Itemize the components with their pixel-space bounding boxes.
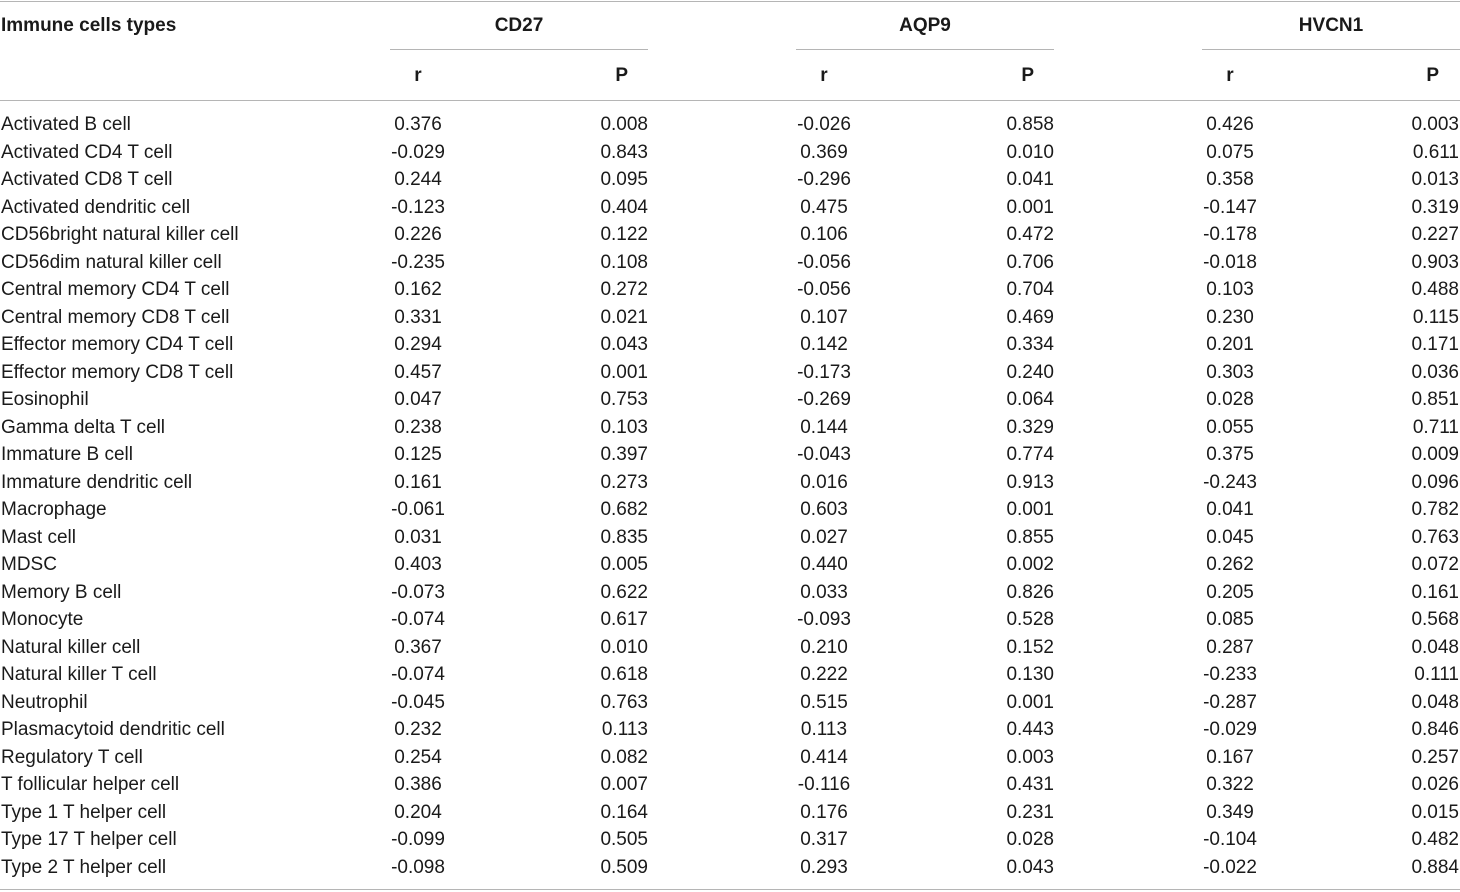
cell-aqp9-p: 0.472 — [1006, 224, 1054, 245]
cell-cell-type: Effector memory CD8 T cell — [1, 361, 234, 383]
cell-cd27-p: 0.835 — [600, 526, 648, 548]
table-row — [0, 634, 1460, 662]
cell-cell-type: Monocyte — [1, 609, 84, 630]
cell-cd27-p: 0.843 — [600, 141, 648, 163]
cell-cell-type: T follicular helper cell — [1, 774, 180, 795]
cell-cell-type: Natural killer T cell — [1, 664, 157, 685]
cell-hvcn1-r: 0.085 — [1206, 609, 1254, 630]
cell-hvcn1-p: 0.903 — [1411, 251, 1459, 273]
cell-aqp9-r: 0.142 — [800, 334, 848, 355]
table-row — [0, 166, 1460, 194]
cell-hvcn1-r: -0.287 — [1203, 691, 1257, 713]
cell-aqp9-p: 0.443 — [1006, 719, 1054, 740]
table-row — [0, 304, 1460, 332]
cell-cd27-r: 0.226 — [394, 224, 442, 245]
table-row — [0, 551, 1460, 579]
cell-aqp9-p: 0.043 — [1006, 856, 1054, 878]
cell-aqp9-r: 0.317 — [800, 829, 848, 850]
header-bottom-rule — [0, 100, 1460, 101]
cell-cd27-p: 0.763 — [600, 691, 648, 713]
cell-cd27-r: 0.294 — [394, 334, 442, 355]
cell-aqp9-p: 0.028 — [1006, 829, 1054, 850]
cell-cd27-p: 0.095 — [600, 169, 648, 190]
cell-cd27-r: 0.031 — [394, 526, 442, 548]
table-row — [0, 799, 1460, 827]
cell-hvcn1-p: 0.013 — [1411, 169, 1459, 190]
cell-cd27-r: -0.073 — [391, 581, 445, 603]
cell-aqp9-r: 0.016 — [800, 471, 848, 493]
cell-hvcn1-p: 0.161 — [1411, 581, 1459, 603]
cell-hvcn1-p: 0.171 — [1411, 334, 1459, 355]
cell-aqp9-p: 0.003 — [1006, 746, 1054, 768]
cell-cell-type: Type 1 T helper cell — [1, 801, 167, 823]
table-row — [0, 359, 1460, 387]
cell-cell-type: Memory B cell — [1, 581, 122, 603]
cell-hvcn1-p: 0.048 — [1411, 691, 1459, 713]
cell-aqp9-r: 0.475 — [800, 196, 848, 218]
cell-cell-type: Mast cell — [1, 526, 76, 548]
cell-cd27-p: 0.108 — [600, 251, 648, 273]
cell-cell-type: Neutrophil — [1, 691, 88, 713]
cell-cd27-r: 0.386 — [394, 774, 442, 795]
cell-cell-type: Effector memory CD4 T cell — [1, 334, 234, 355]
cell-cell-type: Activated CD4 T cell — [1, 141, 173, 163]
cell-aqp9-p: 0.001 — [1006, 691, 1054, 713]
cell-hvcn1-r: -0.018 — [1203, 251, 1257, 273]
cell-aqp9-r: 0.515 — [800, 691, 848, 713]
gene-header-cd27: CD27 — [494, 15, 544, 36]
cell-cell-type: Central memory CD8 T cell — [1, 306, 230, 328]
cell-hvcn1-r: 0.303 — [1206, 361, 1254, 383]
cell-cd27-p: 0.021 — [600, 306, 648, 328]
cell-hvcn1-p: 0.111 — [1414, 664, 1459, 685]
cell-aqp9-p: 0.528 — [1006, 609, 1054, 630]
table-row — [0, 139, 1460, 167]
cell-cell-type: CD56dim natural killer cell — [1, 251, 222, 273]
cell-hvcn1-r: 0.375 — [1206, 444, 1254, 465]
cell-hvcn1-r: 0.041 — [1206, 499, 1254, 520]
cell-cd27-r: -0.061 — [391, 499, 445, 520]
cell-aqp9-r: 0.144 — [800, 416, 848, 438]
cell-cd27-p: 0.007 — [600, 774, 648, 795]
table-row — [0, 689, 1460, 717]
cell-aqp9-p: 0.431 — [1006, 774, 1054, 795]
cell-aqp9-r: 0.369 — [800, 141, 848, 163]
cell-cd27-r: 0.232 — [394, 719, 442, 740]
cell-aqp9-p: 0.469 — [1006, 306, 1054, 328]
cell-cell-type: Activated dendritic cell — [1, 196, 191, 218]
cell-cd27-r: 0.238 — [394, 416, 442, 438]
sub-header-p-aqp9: P — [1021, 65, 1034, 86]
cell-cell-type: Central memory CD4 T cell — [1, 279, 230, 300]
cell-aqp9-p: 0.001 — [1006, 499, 1054, 520]
cell-cd27-p: 0.010 — [600, 636, 648, 658]
cell-hvcn1-p: 0.568 — [1411, 609, 1459, 630]
table-row — [0, 111, 1460, 139]
cell-hvcn1-r: -0.233 — [1203, 664, 1257, 685]
cell-cd27-p: 0.008 — [600, 114, 648, 135]
cell-hvcn1-r: 0.322 — [1206, 774, 1254, 795]
cell-cell-type: Immature B cell — [1, 444, 133, 465]
cell-cd27-p: 0.397 — [600, 444, 648, 465]
cell-cell-type: Type 2 T helper cell — [1, 856, 167, 878]
cell-cd27-p: 0.505 — [600, 829, 648, 850]
cell-hvcn1-r: -0.147 — [1203, 196, 1257, 218]
cell-hvcn1-r: 0.201 — [1206, 334, 1254, 355]
table-bottom-rule — [0, 889, 1460, 890]
cell-cd27-r: 0.047 — [394, 389, 442, 410]
table-top-rule — [0, 1, 1460, 2]
cell-cd27-r: 0.376 — [394, 114, 442, 135]
cell-aqp9-r: 0.440 — [800, 554, 848, 575]
cell-cd27-p: 0.113 — [601, 719, 648, 740]
cell-aqp9-r: 0.603 — [800, 499, 848, 520]
cell-aqp9-r: 0.107 — [800, 306, 848, 328]
table-row — [0, 194, 1460, 222]
cell-aqp9-p: 0.704 — [1006, 279, 1054, 300]
sub-header-p-hvcn1: P — [1426, 65, 1439, 86]
cell-aqp9-p: 0.152 — [1006, 636, 1054, 658]
cell-aqp9-r: -0.056 — [797, 251, 851, 273]
sub-header-r-cd27: r — [414, 65, 422, 86]
gene-group-rule-hvcn1 — [1202, 49, 1460, 50]
cell-aqp9-p: 0.130 — [1006, 664, 1054, 685]
cell-cd27-r: 0.161 — [394, 471, 442, 493]
cell-cell-type: Regulatory T cell — [1, 746, 143, 768]
cell-cd27-p: 0.103 — [600, 416, 648, 438]
table-row — [0, 524, 1460, 552]
table-row — [0, 606, 1460, 634]
cell-cd27-r: -0.123 — [391, 196, 445, 218]
cell-cd27-p: 0.617 — [600, 609, 648, 630]
table-row — [0, 386, 1460, 414]
cell-cell-type: Gamma delta T cell — [1, 416, 166, 438]
cell-aqp9-r: 0.033 — [800, 581, 848, 603]
cell-aqp9-r: -0.026 — [797, 114, 851, 135]
cell-cell-type: Natural killer cell — [1, 636, 141, 658]
cell-hvcn1-r: 0.358 — [1206, 169, 1254, 190]
cell-hvcn1-r: 0.230 — [1206, 306, 1254, 328]
cell-aqp9-p: 0.913 — [1006, 471, 1054, 493]
cell-hvcn1-p: 0.227 — [1411, 224, 1459, 245]
cell-aqp9-p: 0.231 — [1006, 801, 1054, 823]
cell-aqp9-p: 0.001 — [1006, 196, 1054, 218]
cell-cd27-p: 0.509 — [600, 856, 648, 878]
cell-hvcn1-p: 0.036 — [1411, 361, 1459, 383]
cell-aqp9-p: 0.240 — [1006, 361, 1054, 383]
cell-aqp9-r: -0.043 — [797, 444, 851, 465]
table-row — [0, 249, 1460, 277]
table-row — [0, 221, 1460, 249]
cell-hvcn1-r: -0.104 — [1203, 829, 1257, 850]
table-row — [0, 771, 1460, 799]
cell-aqp9-r: -0.269 — [797, 389, 851, 410]
cell-aqp9-p: 0.010 — [1006, 141, 1054, 163]
cell-aqp9-r: 0.176 — [800, 801, 848, 823]
cell-cell-type: Activated B cell — [1, 114, 131, 135]
cell-aqp9-r: -0.093 — [797, 609, 851, 630]
cell-cell-type: Immature dendritic cell — [1, 471, 193, 493]
cell-hvcn1-p: 0.257 — [1411, 746, 1459, 768]
cell-hvcn1-r: 0.055 — [1206, 416, 1254, 438]
cell-hvcn1-p: 0.319 — [1411, 196, 1459, 218]
cell-hvcn1-p: 0.851 — [1411, 389, 1459, 410]
cell-hvcn1-r: 0.075 — [1206, 141, 1254, 163]
cell-aqp9-p: 0.858 — [1006, 114, 1054, 135]
cell-cd27-p: 0.682 — [600, 499, 648, 520]
gene-header-hvcn1: HVCN1 — [1298, 15, 1364, 36]
gene-group-rule-cd27 — [390, 49, 648, 50]
cell-hvcn1-r: 0.028 — [1206, 389, 1254, 410]
cell-hvcn1-r: 0.167 — [1206, 746, 1254, 768]
cell-cd27-r: 0.204 — [394, 801, 442, 823]
cell-hvcn1-p: 0.015 — [1411, 801, 1459, 823]
cell-cell-type: Macrophage — [1, 499, 107, 520]
cell-cell-type: Type 17 T helper cell — [1, 829, 177, 850]
cell-aqp9-p: 0.334 — [1006, 334, 1054, 355]
cell-cd27-r: 0.125 — [394, 444, 442, 465]
cell-hvcn1-p: 0.003 — [1411, 114, 1459, 135]
cell-aqp9-p: 0.855 — [1006, 526, 1054, 548]
cell-cd27-p: 0.753 — [600, 389, 648, 410]
cell-cd27-r: 0.367 — [394, 636, 442, 658]
sub-header-r-aqp9: r — [820, 65, 828, 86]
cell-cd27-p: 0.001 — [600, 361, 648, 383]
table-row — [0, 441, 1460, 469]
cell-cd27-r: -0.074 — [391, 664, 445, 685]
cell-hvcn1-p: 0.782 — [1411, 499, 1459, 520]
cell-aqp9-p: 0.706 — [1006, 251, 1054, 273]
table-row — [0, 661, 1460, 689]
cell-aqp9-r: 0.027 — [800, 526, 848, 548]
cell-hvcn1-p: 0.846 — [1411, 719, 1459, 740]
cell-hvcn1-p: 0.048 — [1411, 636, 1459, 658]
cell-hvcn1-p: 0.611 — [1412, 141, 1459, 163]
cell-hvcn1-r: -0.022 — [1203, 856, 1257, 878]
cell-cd27-p: 0.618 — [600, 664, 648, 685]
cell-hvcn1-p: 0.115 — [1412, 306, 1459, 328]
gene-header-aqp9: AQP9 — [899, 15, 951, 36]
table-row — [0, 496, 1460, 524]
cell-aqp9-r: -0.116 — [797, 774, 851, 795]
cell-cell-type: Eosinophil — [1, 389, 89, 410]
cell-hvcn1-r: -0.243 — [1203, 471, 1257, 493]
cell-aqp9-r: 0.210 — [800, 636, 848, 658]
sub-header-p-cd27: P — [615, 65, 628, 86]
cell-aqp9-p: 0.002 — [1006, 554, 1054, 575]
cell-hvcn1-p: 0.763 — [1411, 526, 1459, 548]
cell-hvcn1-r: 0.205 — [1206, 581, 1254, 603]
cell-aqp9-r: 0.293 — [800, 856, 848, 878]
table-row — [0, 331, 1460, 359]
cell-cd27-r: 0.244 — [394, 169, 442, 190]
cell-cell-type: Plasmacytoid dendritic cell — [1, 719, 225, 740]
cell-hvcn1-r: 0.262 — [1206, 554, 1254, 575]
table-row — [0, 469, 1460, 497]
cell-hvcn1-p: 0.482 — [1411, 829, 1459, 850]
cell-cell-type: MDSC — [1, 554, 57, 575]
table-row — [0, 414, 1460, 442]
cell-aqp9-r: -0.056 — [797, 279, 851, 300]
cell-cell-type: Activated CD8 T cell — [1, 169, 173, 190]
cell-cd27-p: 0.164 — [600, 801, 648, 823]
cell-cd27-p: 0.404 — [600, 196, 648, 218]
cell-hvcn1-r: 0.045 — [1206, 526, 1254, 548]
cell-cd27-p: 0.043 — [600, 334, 648, 355]
cell-cd27-r: -0.235 — [391, 251, 445, 273]
cell-aqp9-p: 0.041 — [1006, 169, 1054, 190]
cell-cd27-p: 0.122 — [600, 224, 648, 245]
corner-header: Immune cells types — [1, 15, 177, 36]
cell-cd27-r: 0.403 — [394, 554, 442, 575]
cell-hvcn1-p: 0.488 — [1411, 279, 1459, 300]
cell-hvcn1-r: 0.103 — [1206, 279, 1254, 300]
cell-cd27-r: -0.029 — [391, 141, 445, 163]
cell-cd27-r: -0.099 — [391, 829, 445, 850]
table-row — [0, 276, 1460, 304]
cell-aqp9-r: 0.113 — [800, 719, 848, 740]
cell-hvcn1-p: 0.009 — [1411, 444, 1459, 465]
cell-cd27-r: 0.254 — [394, 746, 442, 768]
cell-cd27-r: 0.331 — [394, 306, 442, 328]
sub-header-r-hvcn1: r — [1226, 65, 1234, 86]
cell-aqp9-r: 0.222 — [800, 664, 848, 685]
cell-hvcn1-p: 0.096 — [1411, 471, 1459, 493]
cell-hvcn1-r: -0.178 — [1203, 224, 1257, 245]
cell-cd27-r: 0.457 — [394, 361, 442, 383]
cell-cd27-p: 0.272 — [600, 279, 648, 300]
cell-aqp9-p: 0.774 — [1006, 444, 1054, 465]
table-row — [0, 744, 1460, 772]
cell-cd27-r: -0.098 — [391, 856, 445, 878]
table-row — [0, 579, 1460, 607]
cell-aqp9-r: -0.173 — [797, 361, 851, 383]
cell-cd27-r: -0.074 — [391, 609, 445, 630]
cell-aqp9-p: 0.329 — [1006, 416, 1054, 438]
cell-hvcn1-p: 0.026 — [1411, 774, 1459, 795]
cell-cd27-p: 0.005 — [600, 554, 648, 575]
cell-hvcn1-r: 0.426 — [1206, 114, 1254, 135]
cell-aqp9-p: 0.826 — [1006, 581, 1054, 603]
cell-cd27-r: 0.162 — [394, 279, 442, 300]
cell-cd27-p: 0.273 — [600, 471, 648, 493]
cell-aqp9-p: 0.064 — [1006, 389, 1054, 410]
cell-cell-type: CD56bright natural killer cell — [1, 224, 239, 245]
cell-cd27-p: 0.622 — [600, 581, 648, 603]
cell-aqp9-r: 0.106 — [800, 224, 848, 245]
cell-hvcn1-p: 0.711 — [1412, 416, 1459, 438]
table-row — [0, 854, 1460, 882]
cell-aqp9-r: -0.296 — [797, 169, 851, 190]
table-row — [0, 826, 1460, 854]
cell-cd27-p: 0.082 — [600, 746, 648, 768]
cell-hvcn1-p: 0.072 — [1411, 554, 1459, 575]
cell-hvcn1-r: -0.029 — [1203, 719, 1257, 740]
cell-hvcn1-r: 0.349 — [1206, 801, 1254, 823]
cell-cd27-r: -0.045 — [391, 691, 445, 713]
table-row — [0, 716, 1460, 744]
gene-group-rule-aqp9 — [796, 49, 1054, 50]
cell-aqp9-r: 0.414 — [800, 746, 848, 768]
table-body — [0, 111, 1460, 881]
cell-hvcn1-r: 0.287 — [1206, 636, 1254, 658]
cell-hvcn1-p: 0.884 — [1411, 856, 1459, 878]
